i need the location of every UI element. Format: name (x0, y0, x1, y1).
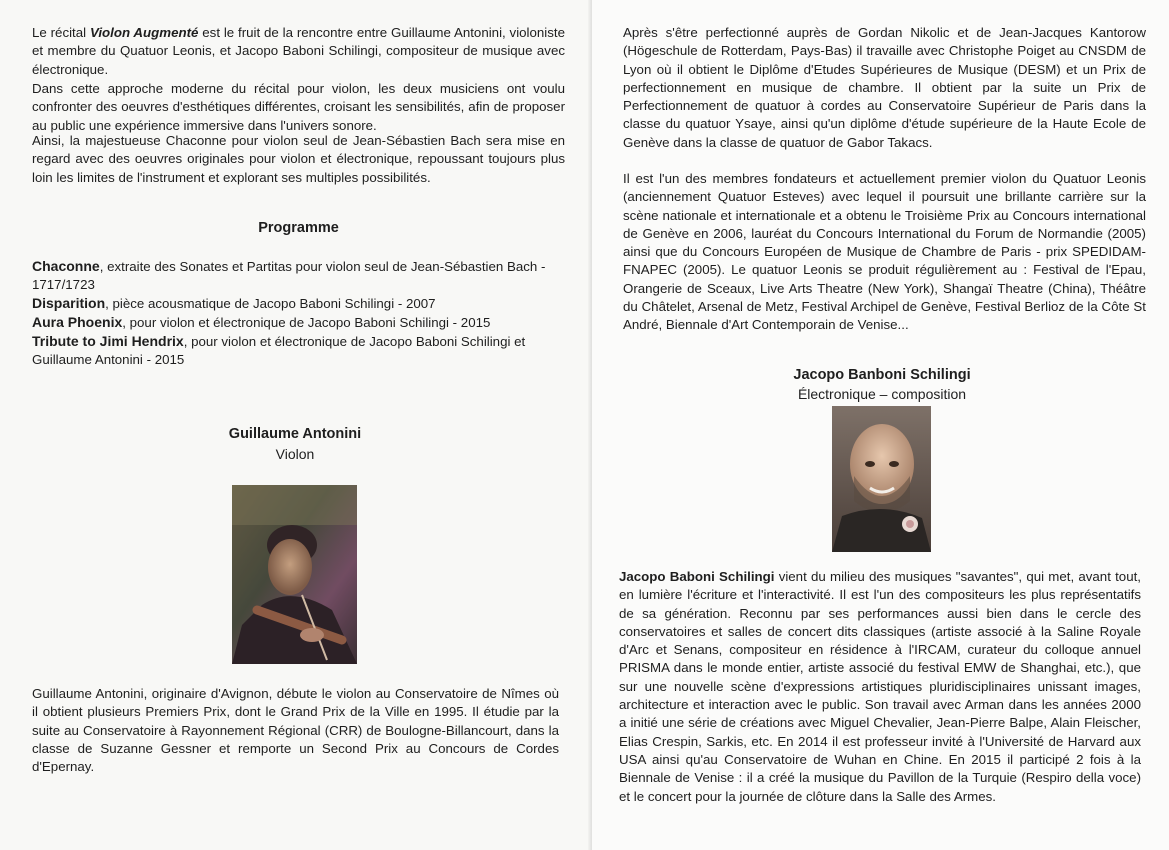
programme-item (32, 257, 572, 294)
programme-item-title: Disparition (32, 295, 106, 311)
programme-item (32, 294, 572, 313)
intro-rest: est le fruit de la rencontre entre Guillaume Antonini, violoniste et membre du Quatuor Leonis, et Jacopo Baboni Schilingi, compositeur de musique avec électronique. (32, 25, 565, 77)
programme-item-desc: , extraite des Sonates et Partitas pour violon seul de Jean-Sébastien Bach - 1717/1723 (32, 259, 546, 292)
programme-title: Programme (258, 220, 339, 236)
intro-paragraph-2: Dans cette approche moderne du récital pour violon, les deux musiciens ont voulu confronter des oeuvres d'esthétiques différentes, croisant les sensibilités, afin de proposer au public une expérience immersive dans l'univers sonore. (32, 81, 565, 133)
programme-item (32, 313, 572, 332)
violinist-bio: Guillaume Antonini, originaire d'Avignon, débute le violon au Conservatoire de Nîmes où il obtient plusieurs Premiers Prix, dont le Grand Prix de la Ville en 1995. Il étudie par la suite au Conservatoire à Rayonnement Régional (CRR) de Boulogne-Billancourt, dans la classe de Suzanne Gessner et remporte un Second Prix au Concours de Cordes d'Epernay. (32, 686, 559, 775)
programme-item-desc: , pour violon et électronique de Jacopo Baboni Schilingi et Guillaume Antonini - 2015 (32, 334, 526, 367)
composer-role: Électronique – composition (797, 386, 967, 402)
composer-bio-name: Jacopo Baboni Schilingi (619, 569, 775, 584)
programme-item-desc: , pour violon et électronique de Jacopo Baboni Schilingi - 2015 (122, 315, 491, 330)
programme-item (32, 332, 572, 369)
violinist-bio-continued-2: Il est l'un des membres fondateurs et actuellement premier violon du Quatuor Leonis (anciennement Quatuor Esteves) avec lequel il poursuit une brillante carrière sur la scène nationale et internationale et a obtenu le Troisième Prix au Concours international de Genève en 2006, lauréat du Concours International du Forum de Normandie (2005) ainsi que du Concours Européen de Musique de Chambre de Paris - prix SPEDIDAM-FNAPEC (2005). Le quatuor Leonis se produit régulièrement au : Festival de l'Epau, Orangerie de Sceaux, Live Arts Theatre (New York), Shangaï Theatre (China), Théâtre du Châtelet, Arsenal de Metz, Festival Archipel de Genève, Festival Berlioz de la Côte St André, Biennale d'Art Contemporain de Venise... (623, 171, 1146, 333)
intro-paragraph-1 (32, 24, 565, 79)
programme-item-desc: , pièce acousmatique de Jacopo Baboni Schilingi - 2007 (105, 296, 436, 311)
programme-list (32, 257, 572, 369)
right-page (592, 0, 1169, 850)
composer-bio-text: vient du milieu des musiques "savantes", qui met, avant tout, en lumière l'écriture et l'interactivité. Il est l'un des compositeurs les plus représentatifs de sa génération. Reconnu par ses performances aussi bien dans le cercle des conservatoires et salles de concert dits classiques (artiste associé à la Saline Royale d'Arc et Senans, compositeur en résidence à l'IRCAM, curateur du colloque annuel PRISMA dans le monde entier, artiste associé du festival EMW de Shanghai, etc.), que sur une nouvelle scène d'expressions artistiques pluridisciplinaires unissant images, architecture et interaction avec le public. Son travail avec Arman dans les années 2000 a initié une série de créations avec Miguel Chevalier, Jean-Pierre Balpe, Alain Fleischer, Elias Crespin, Sarkis, etc. En 2014 il est professeur invité à l'Université de Harvard aux USA ainsi qu'au Conservatoire de Wuhan en Chine. En 2015 il participé 2 fois à la Biennale de Venise : il a créé la musique du Pavillon de la Turquie (Respiro della voce) et le concert pour la journée de clôture dans la Salle des Armes. (619, 569, 1141, 804)
programme-item-title: Tribute to Jimi Hendrix (32, 333, 184, 349)
intro-paragraph-3: Ainsi, la majestueuse Chaconne pour violon seul de Jean-Sébastien Bach sera mise en regard avec des oeuvres originales pour violon et électronique, repoussant toujours plus loin les limites de l'instrument et explorant ses multiples possibilités. (32, 133, 565, 185)
composer-bio (619, 568, 1141, 806)
violinist-name: Guillaume Antonini (228, 426, 362, 442)
violinist-bio-continued-1: Après s'être perfectionné auprès de Gordan Nikolic et de Jean-Jacques Kantorow (Högeschule de Rotterdam, Pays-Bas) il travaille avec Christophe Poiget au CNSDM de Lyon où il obtient le Diplôme d'Etudes Supérieures de Musique (DESM) et un Prix de perfectionnement en musique de chambre. Il obtient par la suite un Prix de Perfectionnement de quatuor à cordes au Conservatoire Supérieur de Paris dans la classe du quatuor Ysaye, ainsi qu'un diplôme d'étude supérieure de la Haute Ecole de Genève dans la classe de quatuor de Gabor Takacs. (623, 25, 1146, 150)
programme-item-title: Aura Phoenix (32, 314, 123, 330)
composer-name: Jacopo Banboni Schilingi (793, 367, 971, 383)
programme-item-title: Chaconne (32, 258, 100, 274)
violinist-photo (232, 485, 357, 664)
intro-prefix: Le récital (32, 25, 90, 40)
composer-photo (832, 406, 931, 552)
recital-title: Violon Augmenté (89, 25, 199, 40)
violinist-role: Violon (275, 446, 315, 462)
